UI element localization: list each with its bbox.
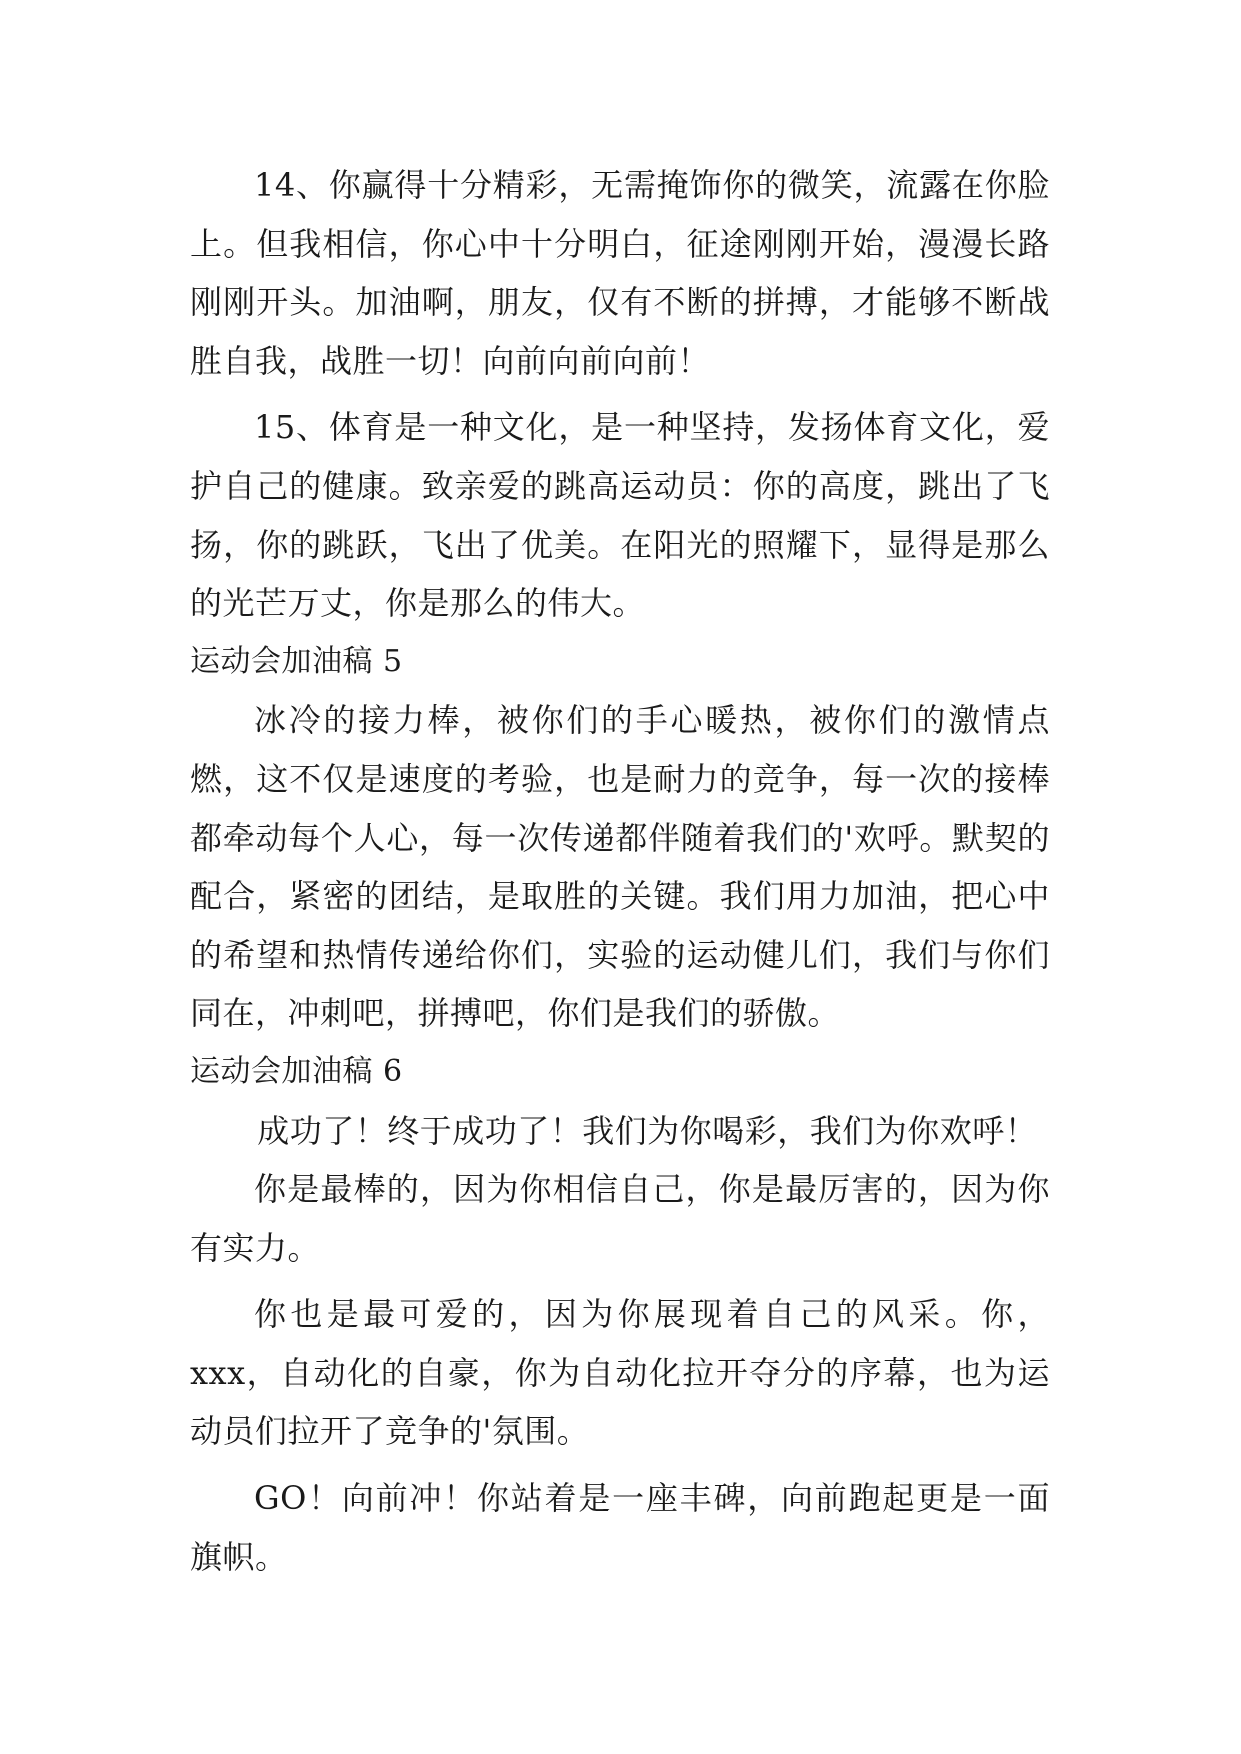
section-heading-5: 运动会加油稿 5 [190,643,403,679]
section-6-paragraph-2: 你是最棒的，因为你相信自己，你是最厉害的，因为你有实力。 [190,1170,1050,1267]
document-body [190,156,1050,1586]
paragraph-gap [190,390,1050,398]
paragraph-gap [190,1277,1050,1285]
section-6-paragraph-3: 你也是最可爱的，因为你展现着自己的风采。你，xxx，自动化的自豪，你为自动化拉开夺分的序幕，也为运动员们拉开了竞争的'氛围。 [190,1295,1050,1451]
paragraph-14: 14、你赢得十分精彩，无需掩饰你的微笑，流露在你脸上。但我相信，你心中十分明白，征途刚刚开始，漫漫长路刚刚开头。加油啊，朋友，仅有不断的拼搏，才能够不断战胜自我，战胜一切！向前向前向前！ [190,166,1050,380]
section-6-paragraph-4: GO！向前冲！你站着是一座丰碑，向前跑起更是一面旗帜。 [190,1479,1050,1576]
section-5-paragraph: 冰冷的接力棒，被你们的手心暖热，被你们的激情点燃，这不仅是速度的考验，也是耐力的竞争，每一次的接棒都牵动每个人心，每一次传递都伴随着我们的'欢呼。默契的配合，紧密的团结，是取胜的关键。我们用力加油，把心中的希望和热情传递给你们，实验的运动健儿们，我们与你们同在，冲刺吧，拼搏吧，你们是我们的骄傲。 [190,701,1050,1033]
paragraph-15: 15、体育是一种文化，是一种坚持，发扬体育文化，爱护自己的健康。致亲爱的跳高运动员：你的高度，跳出了飞扬，你的跳跃，飞出了优美。在阳光的照耀下，显得是那么的光芒万丈，你是那么的伟大。 [190,408,1050,623]
section-6-paragraph-1: 成功了！终于成功了！我们为你喝彩，我们为你欢呼！ [257,1111,1038,1150]
paragraph-gap [190,1461,1050,1469]
section-heading-6: 运动会加油稿 6 [190,1053,403,1089]
